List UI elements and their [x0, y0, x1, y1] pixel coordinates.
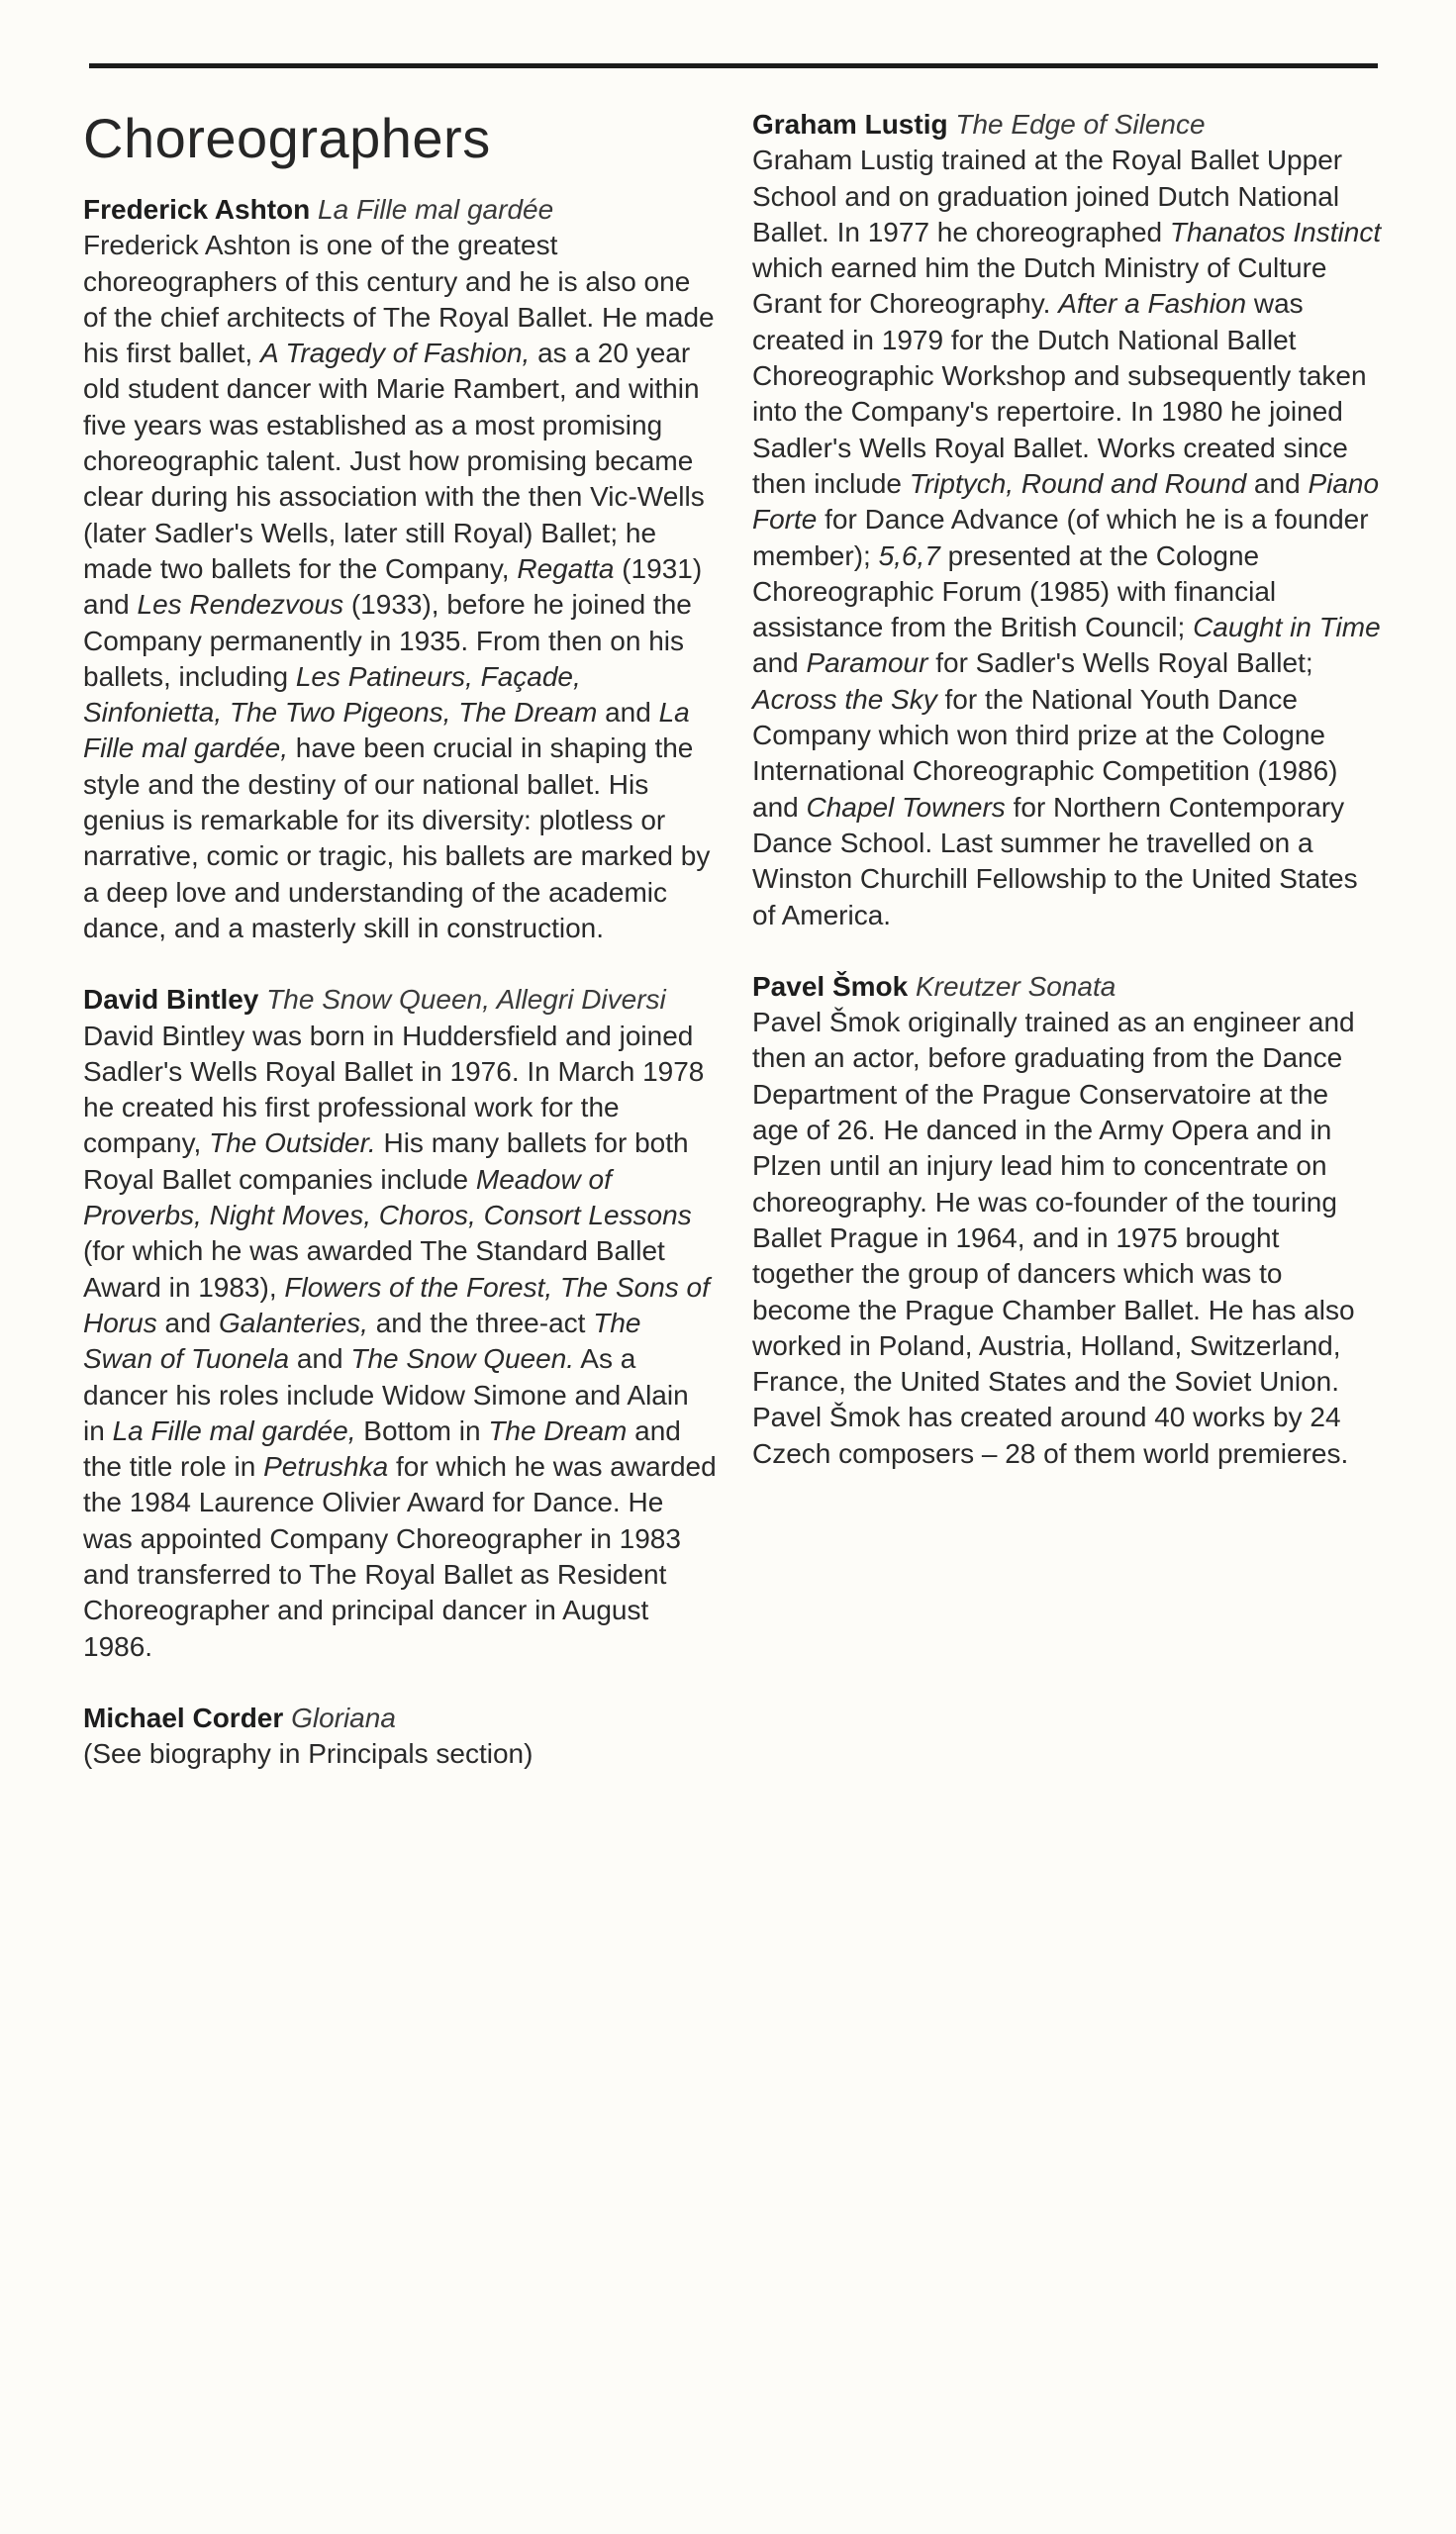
choreographer-name: Frederick Ashton	[83, 194, 311, 225]
biography: David Bintley was born in Huddersfield and joined Sadler's Wells Royal Ballet in 1976. In March 1978 he created his first professional work for the company, The Outsider. His many ballets for both Royal Ballet companies include Meadow of Proverbs, Night Moves, Choros, Consort Lessons (for which he was awarded The Standard Ballet Award in 1983), Flowers of the Forest, The Sons of Horus and Galanteries, and the three-act The Swan of Tuonela and The Snow Queen. As a dancer his roles include Widow Simone and Alain in La Fille mal gardée, Bottom in The Dream and the title role in Petrushka for which he was awarded the 1984 Laurence Olivier Award for Dance. He was appointed Company Choreographer in 1983 and transferred to The Royal Ballet as Resident Choreographer and principal dancer in August 1986.	[83, 1020, 717, 1662]
entry-graham-lustig	[752, 107, 1382, 933]
entry-pavel-smok	[752, 969, 1382, 1472]
biography: (See biography in Principals section)	[83, 1738, 534, 1770]
entry-frederick-ashton	[83, 192, 717, 946]
biography: Frederick Ashton is one of the greatest choreographers of this century and he is also one of the chief architects of The Royal Ballet. He made his first ballet, A Tragedy of Fashion, as a 20 year old student dancer with Marie Rambert, and within five years was established as a most promising choreographic talent. Just how promising became clear during his association with the then Vic-Wells (later Sadler's Wells, later still Royal) Ballet; he made two ballets for the Company, Regatta (1931) and Les Rendezvous (1933), before he joined the Company permanently in 1935. From then on his ballets, including Les Patineurs, Façade, Sinfonietta, The Two Pigeons, The Dream and La Fille mal gardée, have been crucial in shaping the style and the destiny of our national ballet. His genius is remarkable for its diversity: plotless or narrative, comic or tragic, his ballets are marked by a deep love and understanding of the academic dance, and a masterly skill in construction.	[83, 230, 715, 943]
choreographer-name: Michael Corder	[83, 1702, 284, 1733]
choreographer-name: Pavel Šmok	[752, 970, 909, 1002]
biography: Graham Lustig trained at the Royal Ballet Upper School and on graduation joined Dutch National Ballet. In 1977 he choreographed Thanatos Instinct which earned him the Dutch Ministry of Culture Grant for Choreography. After a Fashion was created in 1979 for the Dutch National Ballet Choreographic Workshop and subsequently taken into the Company's repertoire. In 1980 he joined Sadler's Wells Royal Ballet. Works created since then include Triptych, Round and Round and Piano Forte for Dance Advance (of which he is a founder member); 5,6,7 presented at the Cologne Choreographic Forum (1985) with financial assistance from the British Council; Caught in Time and Paramour for Sadler's Wells Royal Ballet; Across the Sky for the National Youth Dance Company which won third prize at the Cologne International Choreographic Competition (1986) and Chapel Towners for Northern Contemporary Dance School. Last summer he travelled on a Winston Churchill Fellowship to the United States of America.	[752, 145, 1382, 930]
choreographer-name: David Bintley	[83, 984, 259, 1016]
ballet-title: The Snow Queen, Allegri Diversi	[266, 984, 666, 1016]
ballet-title: The Edge of Silence	[955, 109, 1206, 140]
top-rule	[89, 63, 1378, 68]
choreographer-name: Graham Lustig	[752, 109, 948, 140]
left-column	[83, 107, 717, 1807]
entry-michael-corder	[83, 1701, 717, 1773]
right-column	[752, 107, 1382, 1508]
entry-david-bintley	[83, 982, 717, 1665]
biography: Pavel Šmok originally trained as an engineer and then an actor, before graduating from the Dance Department of the Prague Conservatoire at the age of 26. He danced in the Army Opera and in Plzen until an injury lead him to concentrate on choreography. He was co-founder of the touring Ballet Prague in 1964, and in 1975 brought together the group of dancers which was to become the Prague Chamber Ballet. He has also worked in Poland, Austria, Holland, Switzerland, France, the United States and the Soviet Union. Pavel Šmok has created around 40 works by 24 Czech composers – 28 of them world premieres.	[752, 1007, 1355, 1469]
ballet-title: La Fille mal gardée	[318, 194, 554, 225]
ballet-title: Gloriana	[291, 1702, 396, 1733]
ballet-title: Kreutzer Sonata	[915, 970, 1116, 1002]
page-title: Choreographers	[83, 107, 491, 169]
